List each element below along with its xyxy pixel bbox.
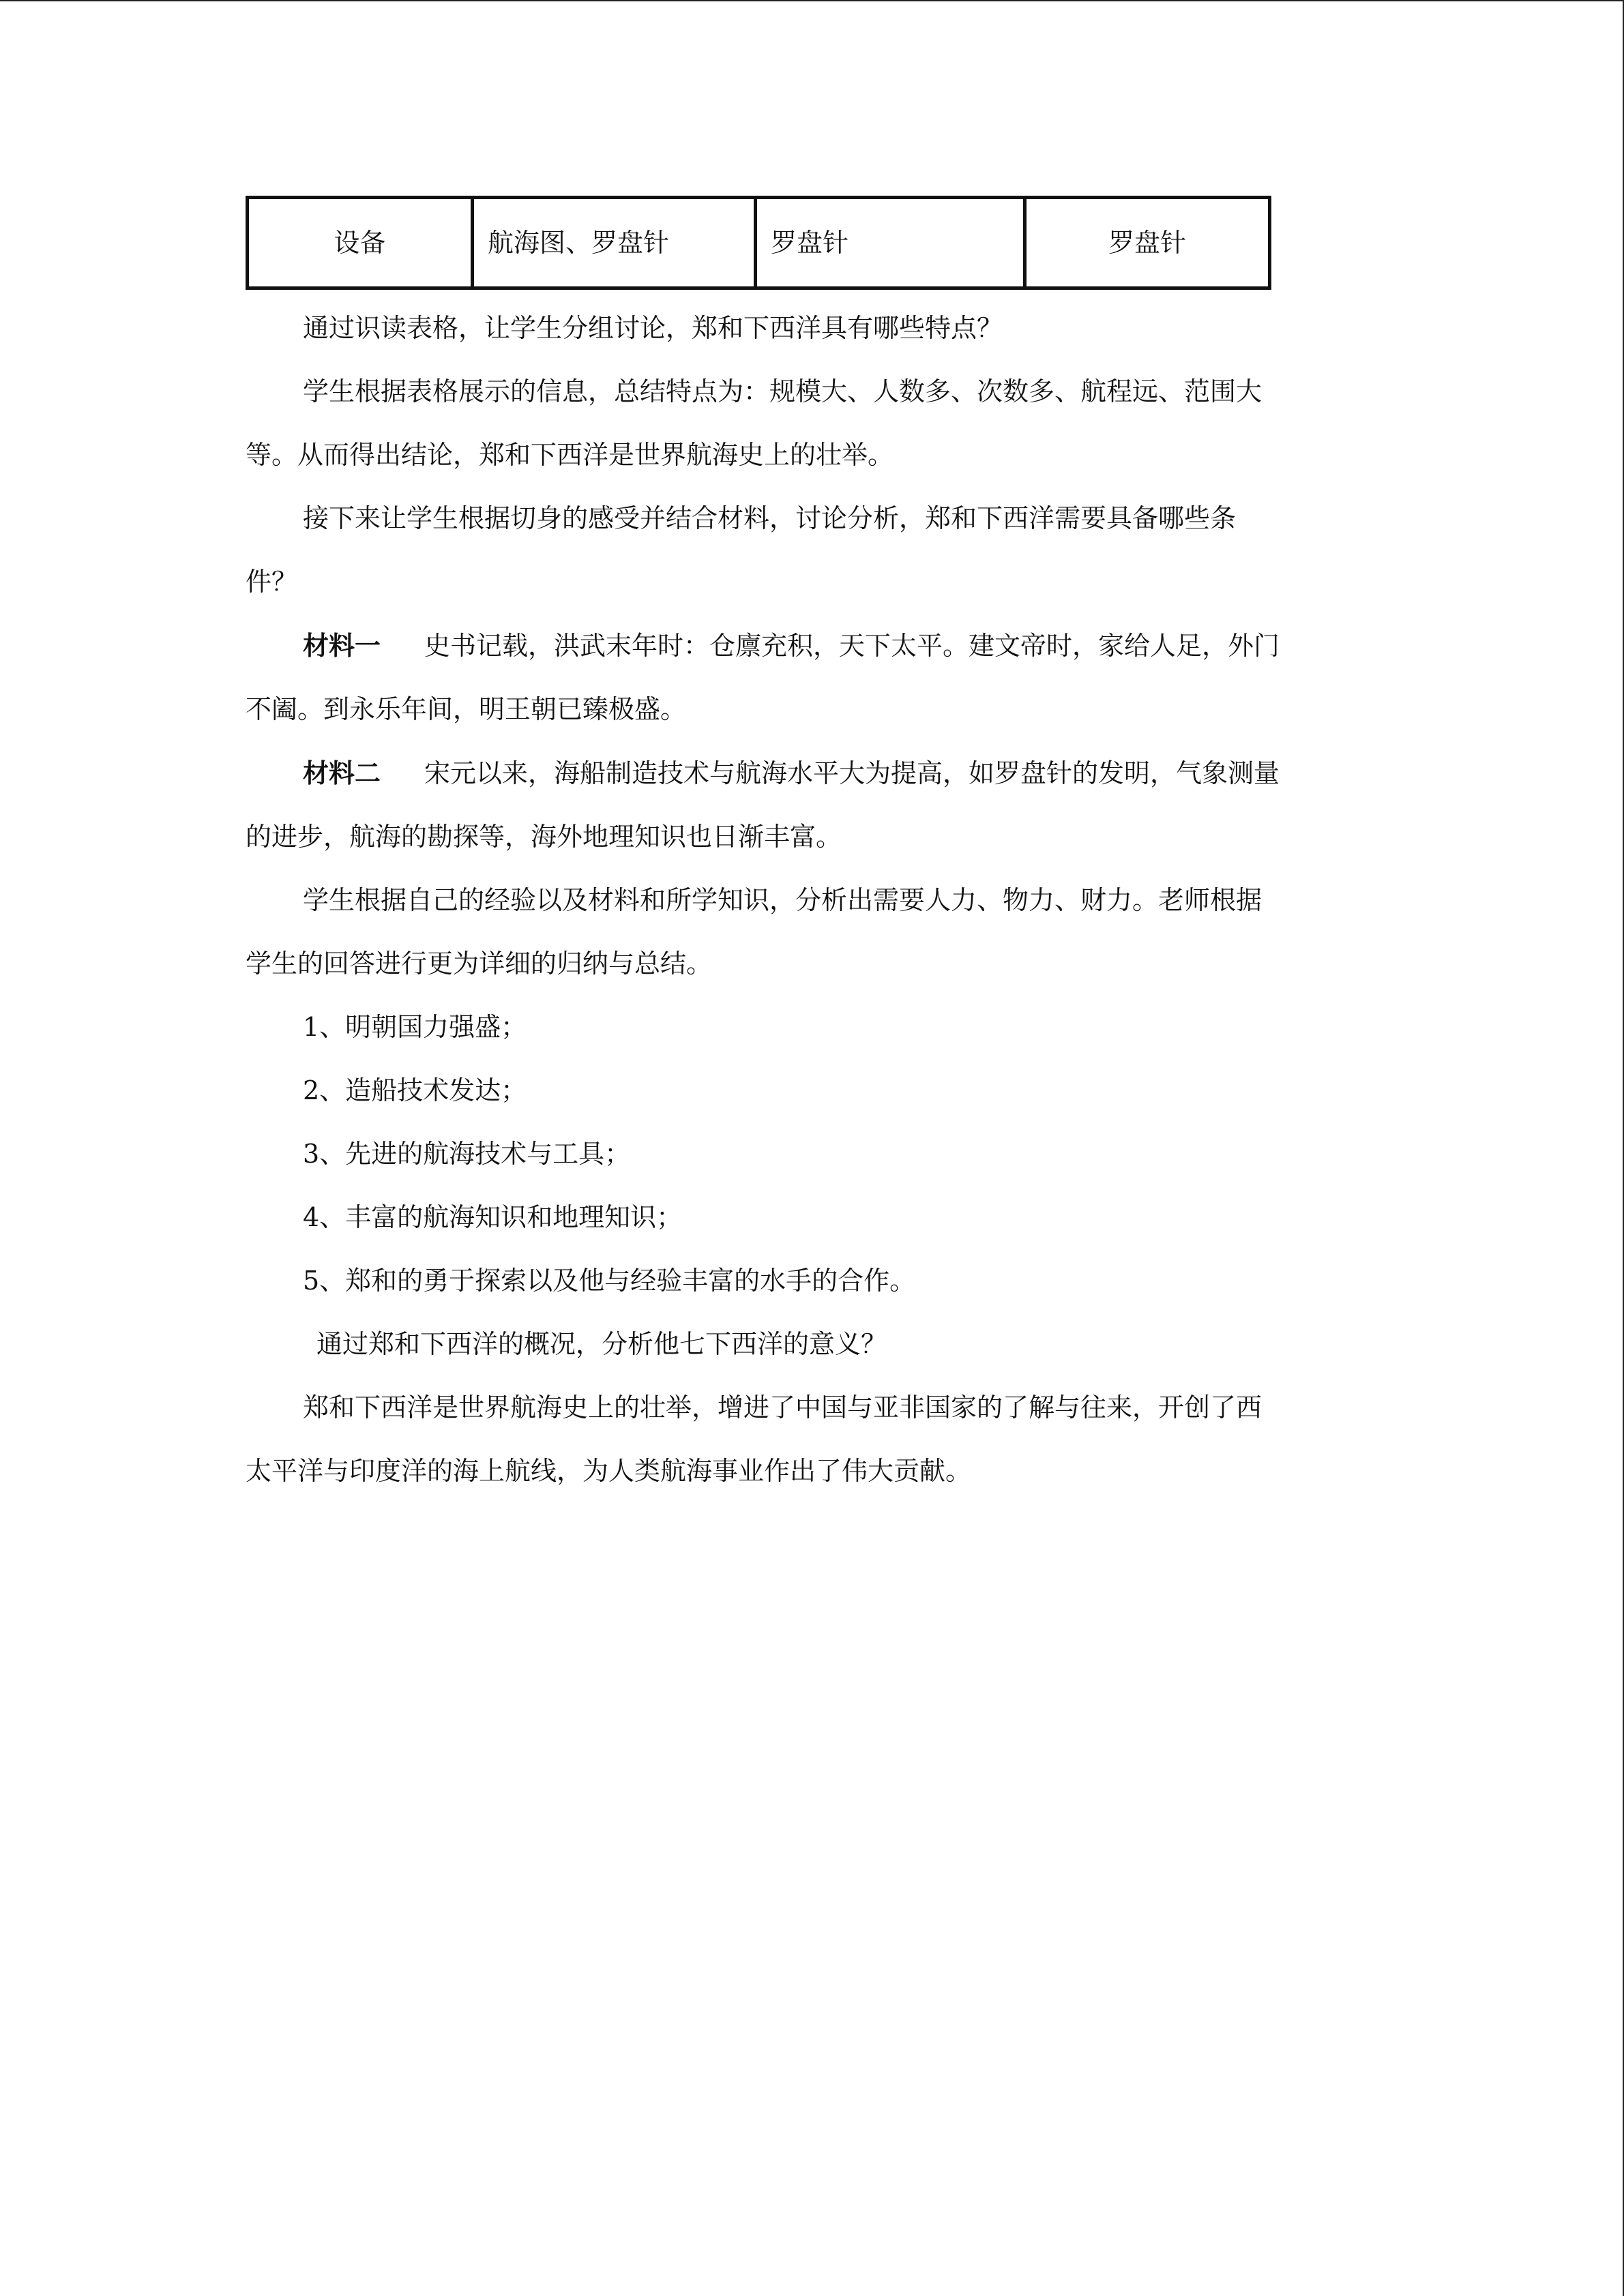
paragraph-conditions-question: 接下来让学生根据切身的感受并结合材料，讨论分析，郑和下西洋需要具备哪些条: [303, 503, 1237, 533]
paragraph-summary: 学生根据表格展示的信息，总结特点为：规模大、人数多、次数多、航程远、范围大: [303, 376, 1263, 406]
paragraph-analysis-cont: 学生的回答进行更为详细的归纳与总结。: [246, 949, 713, 979]
document-body: [246, 196, 1378, 1503]
material-two-label: 材料二: [303, 758, 381, 788]
table-cell: 设备: [248, 198, 473, 288]
paragraph-summary-cont: 等。从而得出结论，郑和下西洋是世界航海史上的壮举。: [246, 440, 894, 470]
material-one-label: 材料一: [303, 630, 381, 661]
table-cell: 罗盘针: [1025, 198, 1270, 288]
list-item: 1、明朝国力强盛；: [303, 1012, 527, 1042]
material-one-cont: 不阖。到永乐年间，明王朝已臻极盛。: [246, 694, 687, 724]
paragraph-significance-cont: 太平洋与印度洋的海上航线，为人类航海事业作出了伟大贡献。: [246, 1456, 972, 1486]
table-cell: 航海图、罗盘针: [473, 198, 756, 288]
list-item: 3、先进的航海技术与工具；: [303, 1139, 631, 1169]
list-item: 4、丰富的航海知识和地理知识；: [303, 1202, 683, 1232]
material-two-cont: 的进步，航海的勘探等，海外地理知识也日渐丰富。: [246, 822, 842, 852]
equipment-table: [246, 196, 1271, 290]
paragraph-significance: 郑和下西洋是世界航海史上的壮举，增进了中国与亚非国家的了解与往来，开创了西: [303, 1392, 1263, 1422]
material-one-text: 史书记载，洪武末年时：仓廪充积，天下太平。建文帝时，家给人足，外门: [424, 631, 1280, 661]
paragraph-significance-question: 通过郑和下西洋的概况，分析他七下西洋的意义？: [316, 1329, 887, 1359]
table-row: [248, 198, 1270, 288]
list-item: 5、郑和的勇于探索以及他与经验丰富的水手的合作。: [303, 1266, 916, 1296]
paragraph-question-features: 通过识读表格，让学生分组讨论，郑和下西洋具有哪些特点？: [303, 313, 1003, 343]
paragraph-analysis: 学生根据自己的经验以及材料和所学知识，分析出需要人力、物力、财力。老师根据: [303, 885, 1263, 915]
material-two-text: 宋元以来，海船制造技术与航海水平大为提高，如罗盘针的发明，气象测量: [424, 758, 1280, 788]
material-one: [246, 614, 1378, 678]
paragraph-conditions-question-cont: 件？: [246, 567, 298, 597]
material-two: [246, 741, 1378, 805]
table-cell: 罗盘针: [756, 198, 1025, 288]
list-item: 2、造船技术发达；: [303, 1075, 527, 1105]
